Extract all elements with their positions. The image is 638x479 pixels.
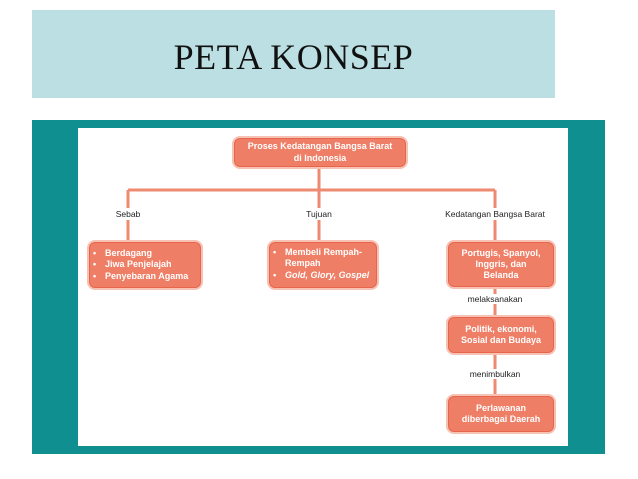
chain-node-3-text: Perlawanan diberbagai Daerah [461, 402, 541, 424]
list-item: • Membeli Rempah-Rempah [269, 247, 373, 270]
connector-label-melaksanakan: melaksanakan [455, 294, 535, 304]
page-title: PETA KONSEP [173, 37, 414, 77]
chain-node-1-text: Portugis, Spanyol, Inggris, dan Belanda [461, 247, 541, 281]
tujuan-node [267, 240, 379, 290]
list-item: • Gold, Glory, Gospel [269, 270, 373, 281]
branch-label-sebab: Sebab [106, 209, 150, 219]
root-line-2: di Indonesia [293, 152, 347, 163]
tujuan-list [269, 247, 373, 281]
sebab-node [87, 240, 203, 290]
list-item: • Berdagang [89, 248, 197, 259]
branch-label-tujuan: Tujuan [297, 209, 341, 219]
chain-node-3 [446, 394, 556, 434]
branch-label-kedatangan: Kedatangan Bangsa Barat [440, 209, 550, 219]
chain-node-2-text: Politik, ekonomi, Sosial dan Budaya [460, 323, 542, 345]
title-band [32, 10, 555, 98]
concept-map [78, 128, 568, 446]
list-item: • Jiwa Penjelajah [89, 259, 197, 270]
list-item: • Penyebaran Agama [89, 271, 197, 282]
connector-label-menimbulkan: menimbulkan [455, 369, 535, 379]
chain-node-2 [446, 315, 556, 355]
chain-node-1 [446, 240, 556, 289]
root-line-1: Proses Kedatangan Bangsa Barat [247, 141, 393, 152]
sebab-list [89, 248, 197, 282]
root-node [232, 136, 408, 169]
